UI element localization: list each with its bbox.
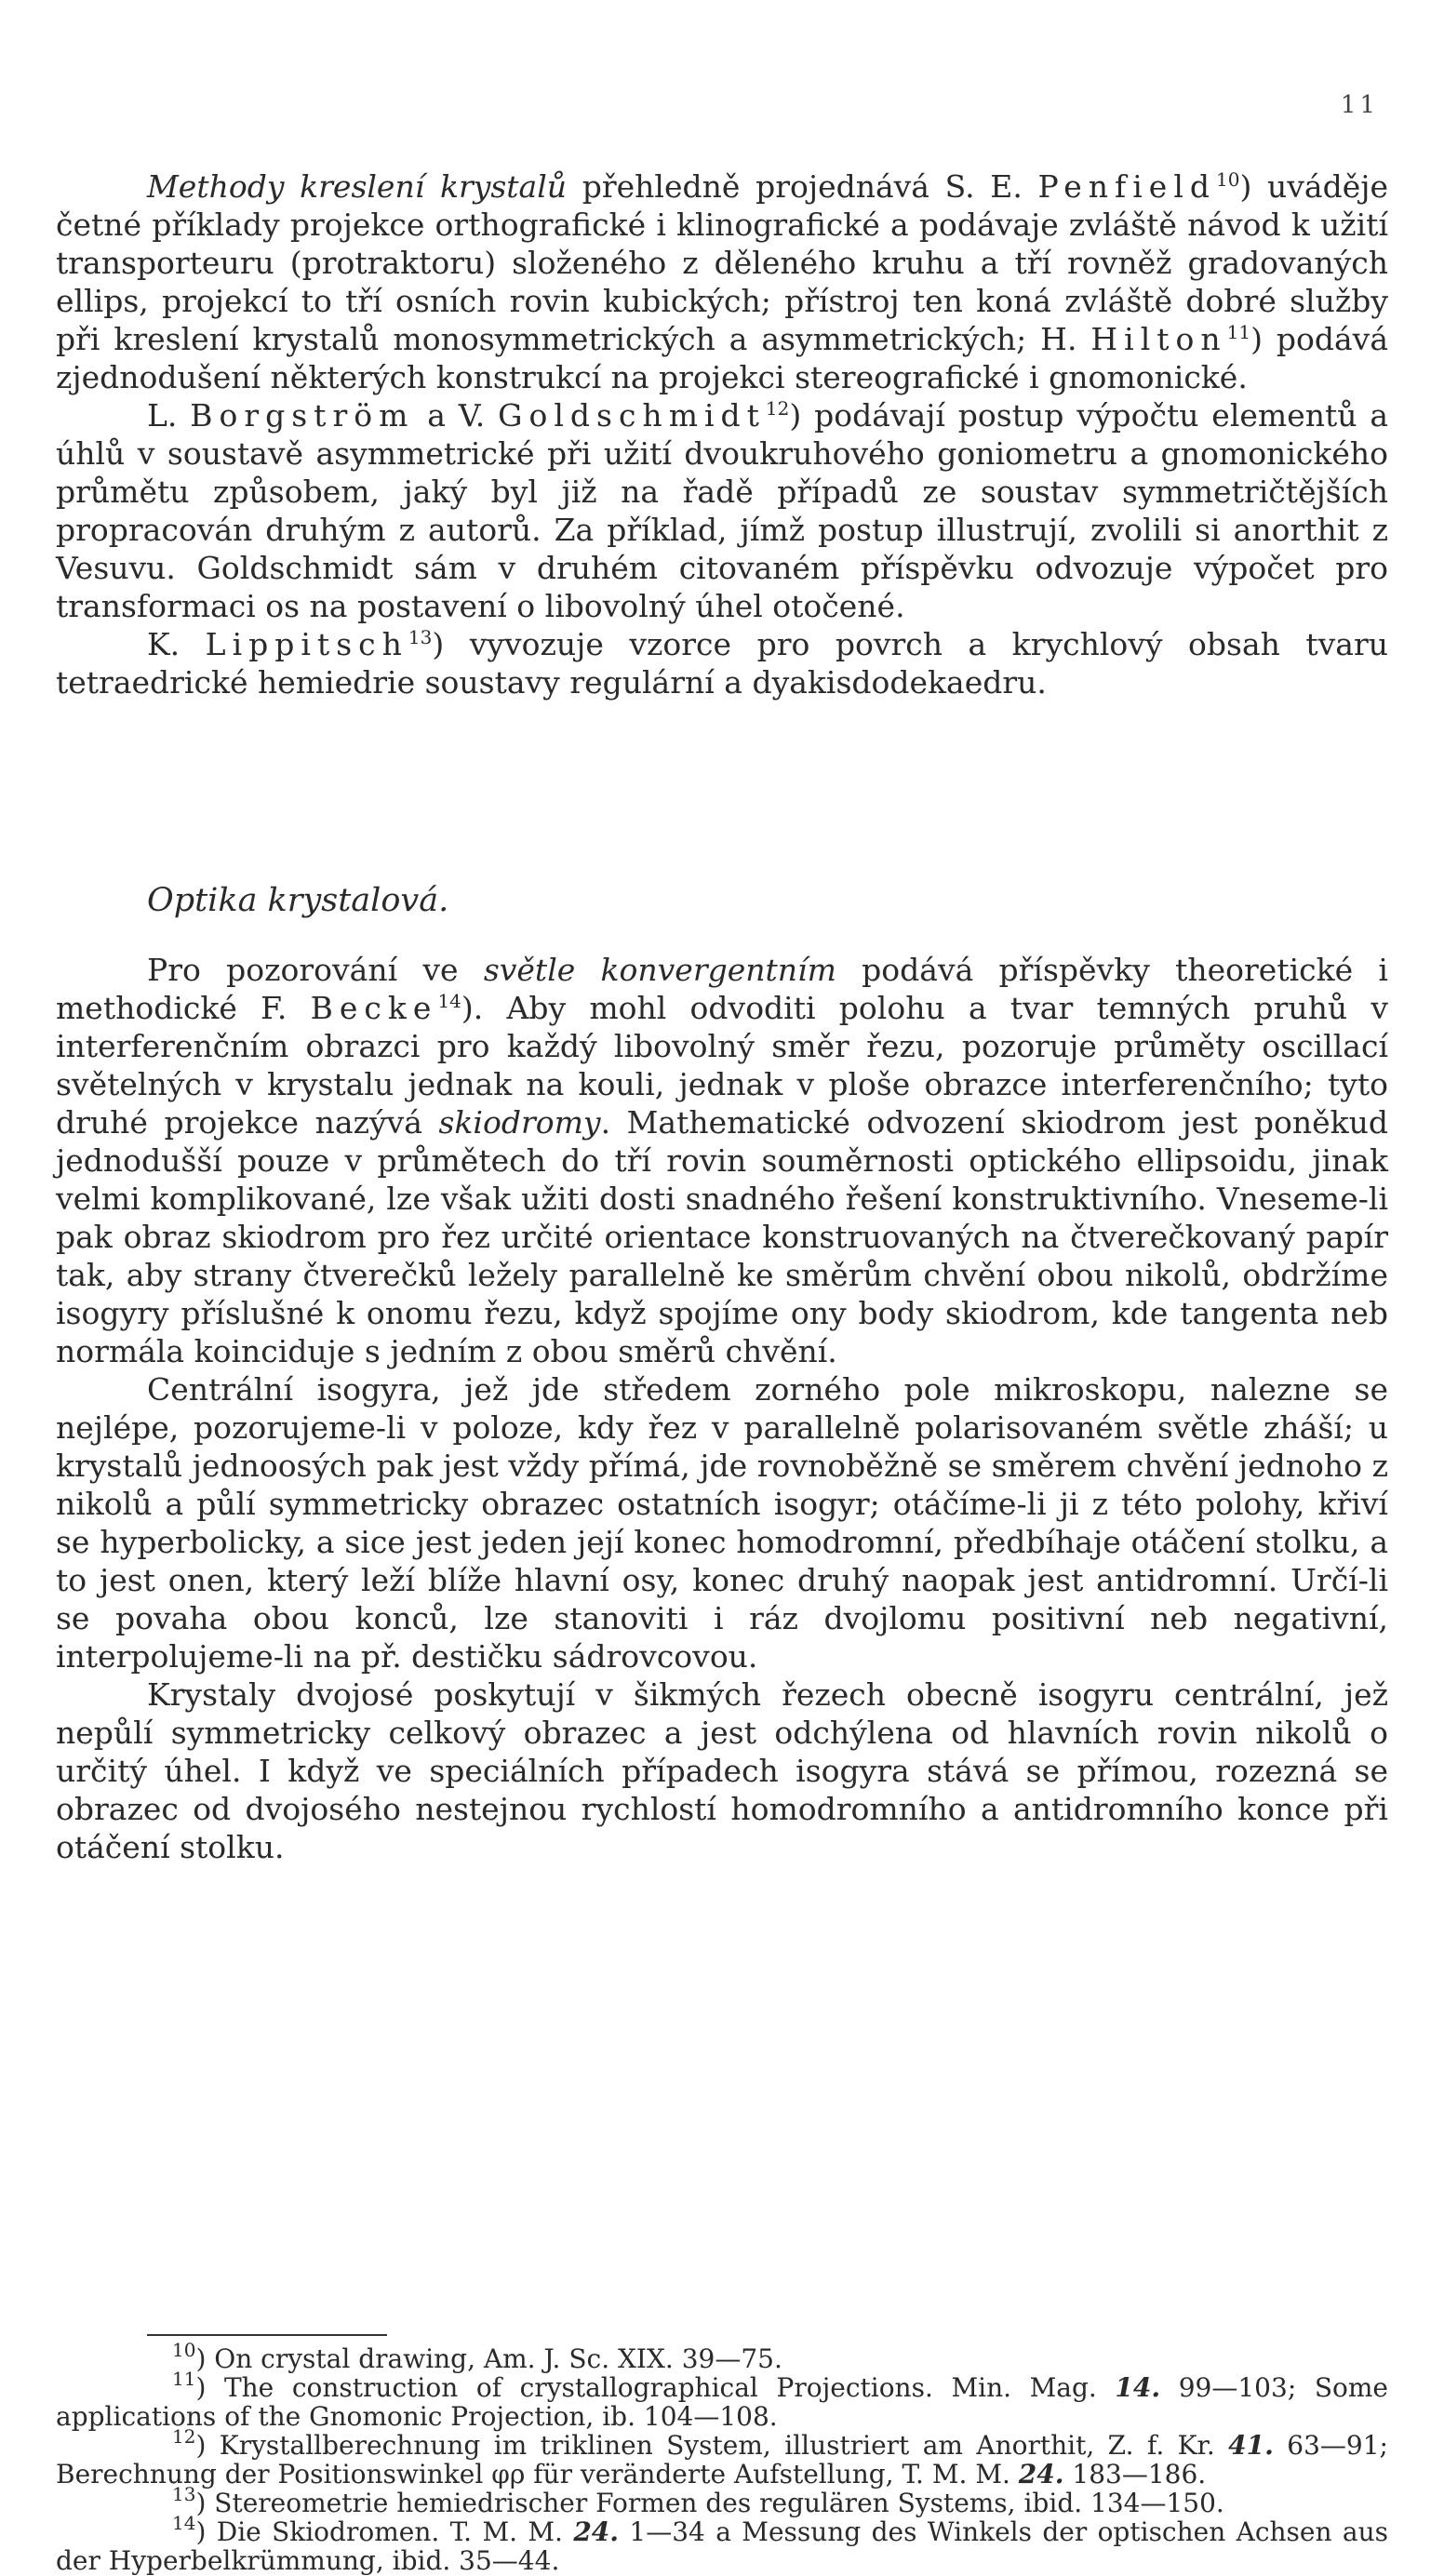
author-name: Becke [310, 990, 438, 1026]
footnote-mark: 12 [172, 2425, 196, 2448]
text-run: . Mathematické odvození skiodrom jest poněkud jednodušší pouze v průmětech do tří rovin souměrnosti optického ellipsoidu, jinak velmi komplikované, lze však užiti dosti snadného řešení konstruktivního. Vneseme-li pak obraz skiodrom pro řez určité orientace konstruovaných na čtverečkovaný papír tak, aby strany čtverečků ležely parallelně ke směrům chvění obou nikolů, obdržíme isogyry příslušné k onomu řezu, když spojíme ony body skiodrom, kde tangenta neb normála koinciduje s jedním z obou směrů chvění. [56, 1104, 1389, 1369]
volume-number: 14. [1115, 2372, 1161, 2403]
author-name: Penfield [1037, 168, 1216, 205]
italic-phrase: Methody kreslení krystalů [147, 168, 568, 205]
volume-number: 41. [1228, 2430, 1274, 2461]
footnote-text: 63—91; Berechnung der Positionswinkel φρ für veränderte Aufstellung, T. M. M. [56, 2430, 1388, 2489]
paragraph [56, 167, 1388, 396]
text-run: L. [147, 397, 191, 434]
footnote-mark: 13 [172, 2483, 196, 2505]
text-run: ) podává zjednodušení některých konstrukcí na projekci stereografické i gnomonické. [56, 321, 1388, 395]
footnote-text: 1—34 a Messung des Winkels der optischen Achsen aus der Hyperbelkrümmung, ibid. 35—44. [56, 2516, 1388, 2576]
text-run: ) uváděje četné příklady projekce orthografické i klinografické a podávaje zvláště návod k užití transporteuru (protraktoru) složeného z děleného kruhu a tří rovněž gradovaných ellips, projekcí to tří osních rovin kubických; přístroj ten koná zvláště dobré služby při kreslení krystalů monosymmetrických a asymmetrických; H. [56, 168, 1388, 357]
footnote-mark: 11 [172, 2368, 196, 2390]
footnote-text: ) The construction of crystallographical Projections. Min. Mag. [195, 2372, 1116, 2403]
paragraph [56, 951, 1388, 1370]
footnote-text: ) On crystal drawing, Am. J. Sc. XIX. 39—75. [195, 2343, 782, 2374]
paragraph: Krystaly dvojosé poskytují v šikmých řezech obecně isogyru centrální, jež nepůlí symmetricky celkový obrazec a jest odchýlena od hlavních rovin nikolů o určitý úhel. I když ve speciálních případech isogyra stává se přímou, rozezná se obrazec od dvojosého nestejnou rychlostí homodromního a antidromního konce při otáčení stolku. [56, 1676, 1388, 1865]
section-heading: Optika krystalová. [147, 882, 449, 919]
volume-number: 24. [573, 2516, 620, 2547]
footnote [56, 2339, 1388, 2374]
page-number: 11 [1340, 91, 1379, 119]
footnote-ref: 14 [437, 990, 461, 1012]
footnote [56, 2483, 1388, 2518]
text-run: Pro pozorování ve [147, 952, 484, 988]
footnote-mark: 14 [172, 2512, 196, 2534]
volume-number: 24. [1018, 2459, 1064, 2489]
author-name: Borgström [190, 397, 415, 434]
body-text-lower [56, 951, 1388, 1866]
text-run: přehledně projednává S. E. [567, 168, 1038, 205]
text-run: ) podávají postup výpočtu elementů a úhlů v soustavě asymmetrické při užití dvoukruhového goniometru a gnomonického průmětu způsobem, jaký byl již na řadě případů ze soustav symmetričtějších propracován druhým z autorů. Za příklad, jímž postup illustrují, zvolili si anorthit z Vesuvu. Goldschmidt sám v druhém citovaném příspěvku odvozuje výpočet pro transformaci os na postavení o libovolný úhel otočené. [56, 397, 1388, 624]
footnote [56, 2512, 1388, 2576]
paragraph [56, 396, 1388, 625]
paragraph [56, 625, 1388, 701]
text-run: ) vyvozuje vzorce pro povrch a krychlový obsah tvaru tetraedrické hemiedrie soustavy regulární a dyakisdodekaedru. [56, 626, 1388, 701]
author-name: Goldschmidt [498, 397, 766, 434]
footnote-text: ) Stereometrie hemiedrischer Formen des regulären Systems, ibid. 134—150. [195, 2488, 1224, 2518]
footnotes [56, 2339, 1389, 2576]
author-name: Hilton [1090, 321, 1227, 357]
footnote-divider [147, 2334, 387, 2336]
footnote-ref: 13 [408, 626, 433, 648]
text-run: ). Aby mohl odvoditi polohu a tvar temných pruhů v interferenčním obrazci pro každý libovolný směr řezu, pozoruje průměty oscillací světelných v krystalu jednak na kouli, jednak v ploše obrazce interferenčního; tyto druhé projekce nazývá [56, 990, 1388, 1141]
footnote-mark: 10 [172, 2339, 196, 2361]
footnote-text: 99—103; Some applications of the Gnomonic Projection, ib. 104—108. [56, 2372, 1389, 2432]
italic-term: skiodromy [438, 1104, 601, 1141]
footnote-ref: 12 [765, 397, 790, 420]
italic-phrase: světle konvergentním [483, 952, 836, 988]
footnote [56, 2368, 1389, 2432]
footnote [56, 2425, 1388, 2489]
body-text-upper [56, 167, 1388, 701]
author-name: Lippitsch [205, 626, 408, 662]
text-run: podává příspěvky theoretické i methodické F. [56, 952, 1388, 1026]
footnote-text: ) Krystallberechnung im triklinen System, illustriert am Anorthit, Z. f. Kr. [195, 2430, 1229, 2461]
footnote-text: ) Die Skiodromen. T. M. M. [195, 2516, 574, 2547]
footnote-ref: 10 [1216, 168, 1240, 191]
text-run: a V. [414, 397, 499, 434]
footnote-text: 183—186. [1063, 2459, 1207, 2489]
text-run: K. [147, 626, 206, 662]
footnote-ref: 11 [1226, 321, 1251, 343]
paragraph: Centrální isogyra, jež jde středem zorného pole mikroskopu, nalezne se nejlépe, pozorujeme-li v poloze, kdy řez v parallelně polarisovaném světle zháší; u krystalů jednoosých pak jest vždy přímá, jde rovnoběžně se směrem chvění jednoho z nikolů a půlí symmetricky obrazec ostatních isogyr; otáčíme-li ji z této polohy, křiví se hyperbolicky, a sice jest jeden její konec homodromní, předbíhaje otáčení stolku, a to jest onen, který leží blíže hlavní osy, konec druhý naopak jest antidromní. Určí-li se povaha obou konců, lze stanoviti i ráz dvojlomu positivní neb negativní, interpolujeme-li na př. destičku sádrovcovou. [56, 1371, 1388, 1675]
